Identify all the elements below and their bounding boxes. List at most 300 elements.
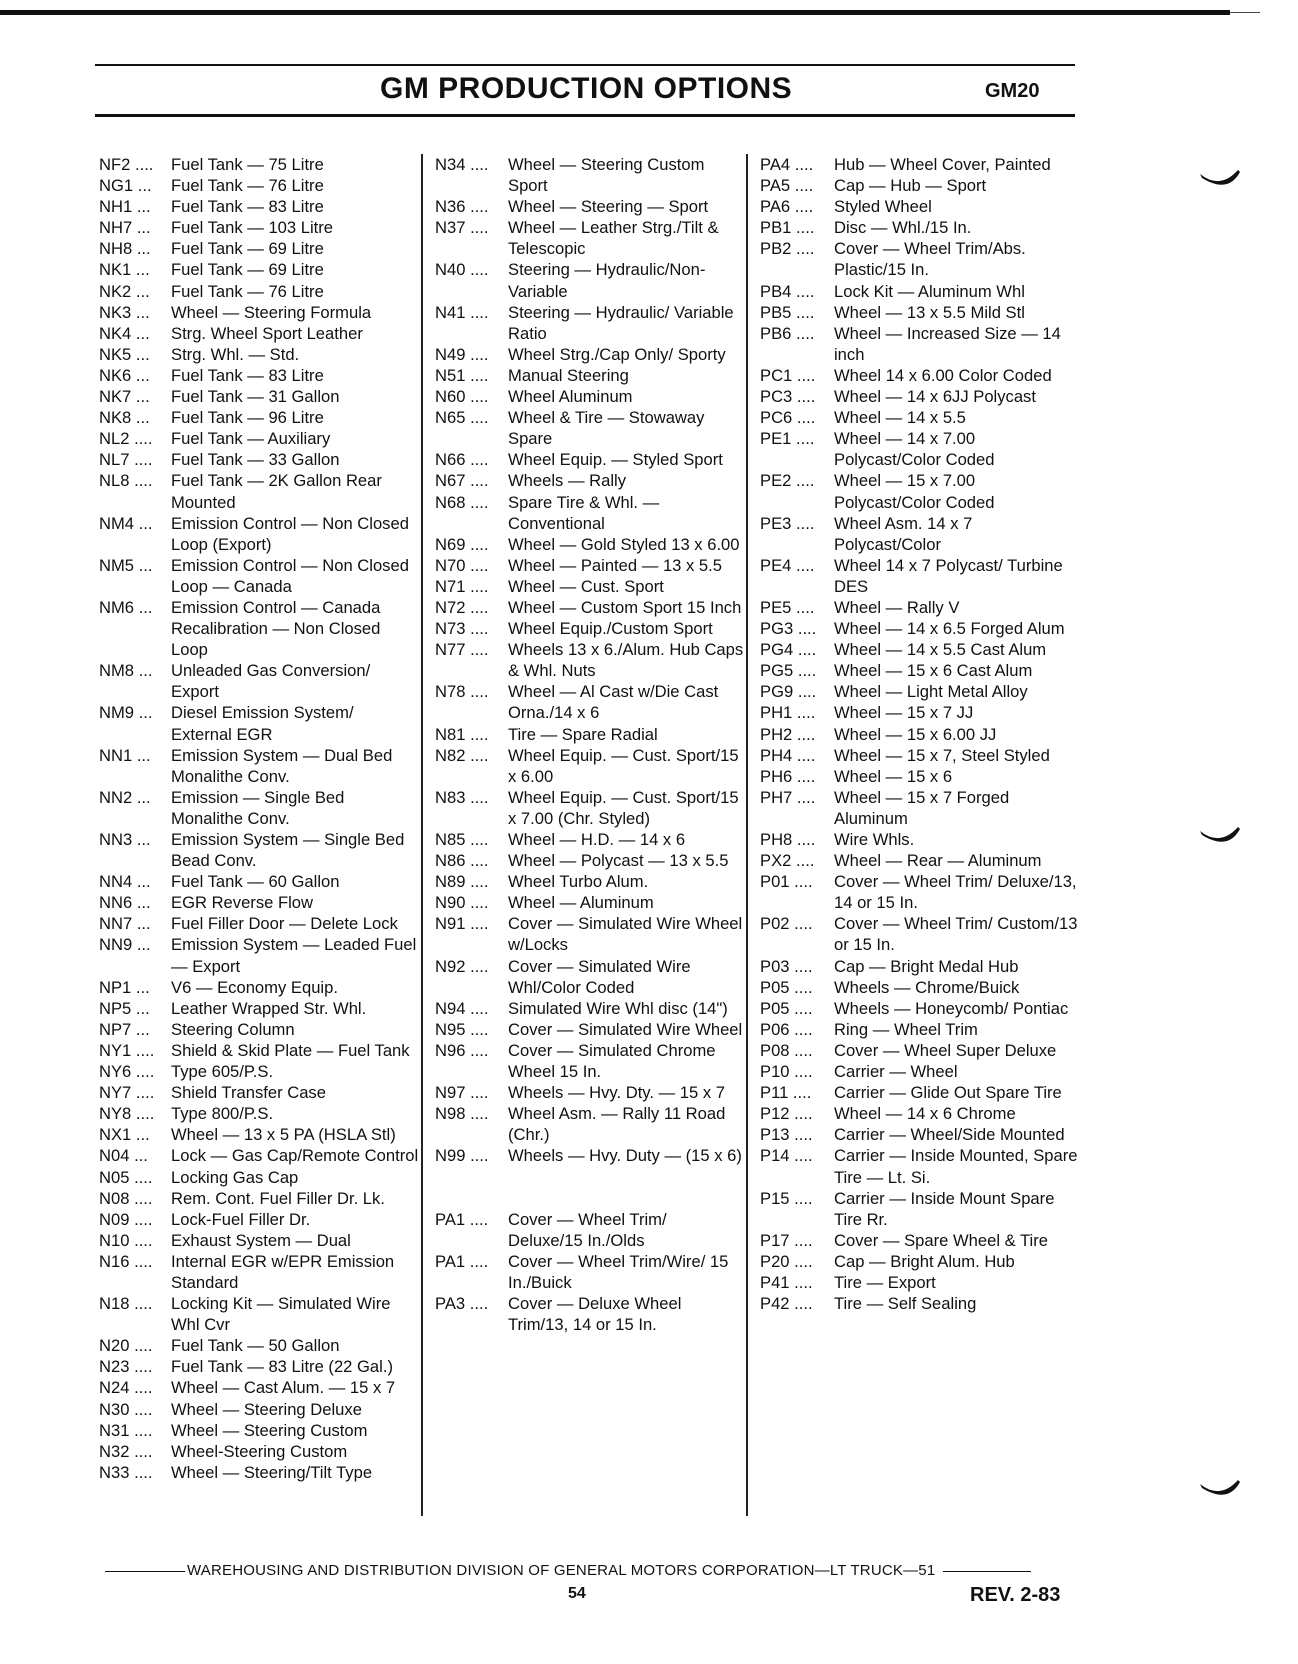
option-code: N34 [435,155,466,174]
option-code: PB2 [760,239,792,259]
option-code: PH6 [760,766,793,786]
binder-hole-mark [1198,1478,1242,1504]
option-description: Locking Gas Cap [171,1167,299,1187]
option-description: Tire — Export [834,1272,936,1292]
option-code-lead [760,1188,834,1230]
option-description: Rem. Cont. Fuel Filler Dr. Lk. [171,1188,385,1208]
page-number: 54 [568,1585,586,1602]
option-code-lead [435,1019,508,1040]
option-code: N09 [99,1209,130,1229]
option-code: N78 [435,682,466,702]
leader-dots: .... [792,745,816,765]
option-code: NL2 [99,429,130,449]
leader-dots: .... [793,682,817,702]
option-code: N40 [435,260,466,280]
leader-dots: ... [131,1019,150,1039]
leader-dots: .... [789,1125,813,1145]
option-description: Wheel — 14 x 6JJ Polycast [834,387,1036,407]
leader-dots: .... [129,1441,153,1461]
leader-dots: .... [465,597,489,617]
option-code: N92 [435,956,466,976]
leader-dots: .... [791,429,815,449]
option-entry [435,829,745,850]
page-title: GM PRODUCTION OPTIONS [380,72,793,105]
option-entry [99,1188,419,1209]
option-code: PG3 [760,619,794,639]
option-entry [435,555,745,576]
leader-dots: .... [788,1083,812,1103]
option-code: PG4 [760,640,794,660]
option-entry [435,787,745,829]
leader-dots: .... [789,956,813,976]
option-code: N97 [435,1083,466,1103]
leader-dots: ... [132,914,151,934]
leader-dots: .... [789,977,813,997]
option-entry [99,702,419,744]
option-description: Wheel — 13 x 5 PA (HSLA Stl) [171,1125,396,1145]
option-code: N08 [99,1188,130,1208]
option-description: Wheel — Steering — Sport [508,197,709,217]
option-entry [760,323,1080,365]
leader-dots: .... [131,1104,155,1124]
option-description: Tire — Self Sealing [834,1294,977,1314]
option-entry [760,1124,1080,1145]
option-description: Cap — Bright Medal Hub [834,956,1019,976]
option-entry [435,1103,745,1145]
option-code: NY7 [99,1083,132,1103]
option-entry [760,1082,1080,1103]
option-description: Wheel — 15 x 7 JJ [834,703,974,723]
option-entry [99,913,419,934]
option-description: Wheel — Leather Strg./Tilt & Telescopic [508,218,719,259]
option-code-lead [99,998,171,1019]
leader-dots: ... [132,218,151,238]
option-description: Fuel Tank — 75 Litre [171,155,324,174]
leader-dots: ... [134,597,153,617]
leader-dots: .... [791,471,815,491]
option-code-lead [99,344,171,365]
option-code: N33 [99,1462,130,1482]
option-entry [99,555,419,597]
option-code-lead [760,998,834,1019]
option-code-lead [435,259,508,301]
option-entry [99,344,419,365]
leader-dots: .... [789,1294,813,1314]
leader-dots: .... [792,724,816,744]
option-code-lead [99,660,171,702]
option-code: NM4 [99,513,135,533]
option-code: N41 [435,302,466,322]
option-code-lead [760,871,834,913]
binder-hole-mark [1198,168,1242,194]
option-entry [99,238,419,259]
option-entry [99,745,419,787]
leader-dots: ... [131,281,150,301]
option-description: Wheel — Cast Alum. — 15 x 7 [171,1378,396,1398]
option-code: N66 [435,450,466,470]
option-description: Wheels — Hvy. Duty — (15 x 6) [508,1146,742,1166]
option-code-lead [760,1082,834,1103]
option-entry [760,407,1080,428]
option-code-lead [435,217,508,259]
option-code: P02 [760,914,790,934]
leader-dots: .... [465,197,489,217]
option-description: Carrier — Wheel/Side Mounted [834,1125,1065,1145]
option-entry [760,850,1080,871]
leader-dots: .... [465,1209,489,1229]
option-description: Wheel Equip./Custom Sport [508,619,713,639]
option-entry [435,639,745,681]
option-code: NM6 [99,597,135,617]
option-entry [99,871,419,892]
option-entry [99,428,419,449]
option-code-lead [435,492,508,534]
option-description: Cover — Wheel Trim/ Deluxe/13, 14 or 15 In. [834,872,1077,913]
leader-dots: .... [129,1378,153,1398]
leader-dots: .... [789,1019,813,1039]
option-description: Simulated Wire Whl disc (14") [508,998,728,1018]
footer-line [105,1562,1065,1579]
leader-dots: .... [129,1357,153,1377]
option-description: Wheels — Hvy. Dty. — 15 x 7 [508,1083,725,1103]
option-code: PA6 [760,197,791,217]
option-entry [99,365,419,386]
options-column-2 [435,154,745,1335]
option-entry [99,1209,419,1230]
option-description: Strg. Whl. — Std. [171,344,300,364]
option-code-lead [760,1019,834,1040]
option-code-lead [99,449,171,470]
option-code-lead [99,1124,171,1145]
option-code-lead [99,934,171,976]
options-column-3 [760,154,1080,1314]
option-code-lead [99,196,171,217]
option-entry [760,956,1080,977]
option-entry [99,302,419,323]
leader-dots: .... [129,1167,153,1187]
footer-rule-right [943,1571,1031,1572]
option-code-lead [99,1040,171,1061]
option-code-lead [760,913,834,955]
option-description: Wheel — Steering Formula [171,302,372,322]
leader-dots: ... [131,387,150,407]
option-code: N30 [99,1399,130,1419]
option-entry [760,281,1080,302]
option-description: EGR Reverse Flow [171,893,314,913]
leader-dots: .... [790,155,814,174]
option-code-lead [99,892,171,913]
option-entry [760,1272,1080,1293]
leader-dots: .... [792,703,816,723]
option-entry [435,850,745,871]
leader-dots: .... [465,260,489,280]
option-entry [435,724,745,745]
leader-dots: .... [791,239,815,259]
option-code-lead [435,618,508,639]
option-code-lead [99,597,171,660]
option-code: P03 [760,956,790,976]
option-code-lead [435,681,508,723]
option-description: Wheel Strg./Cap Only/ Sporty [508,344,726,364]
option-entry [435,492,745,534]
option-entry [760,639,1080,660]
option-code-lead [760,281,834,302]
option-code-lead [760,597,834,618]
option-code: N98 [435,1104,466,1124]
option-code-lead [99,1061,171,1082]
option-description: Wheel — 14 x 6 Chrome [834,1104,1016,1124]
option-code: NY1 [99,1040,132,1060]
option-code-lead [99,1209,171,1230]
leader-dots: .... [789,872,813,892]
leader-dots: .... [789,1062,813,1082]
option-entry [99,1040,419,1061]
option-entry [99,407,419,428]
option-code-lead [99,407,171,428]
option-code: P06 [760,1019,790,1039]
option-code: P01 [760,872,790,892]
option-entry [760,1019,1080,1040]
option-code-lead [760,555,834,597]
leader-dots: .... [791,513,815,533]
leader-dots: .... [465,218,489,238]
option-code-lead [435,1251,508,1293]
option-code: N91 [435,914,466,934]
option-entry [435,302,745,344]
option-code-lead [435,576,508,597]
leader-dots: ... [134,513,153,533]
option-entry [435,470,745,491]
option-description: Wheel — Gold Styled 13 x 6.00 [508,534,740,554]
leader-dots: .... [131,1062,155,1082]
leader-dots: .... [791,555,815,575]
option-entry [760,238,1080,280]
leader-dots: .... [792,408,816,428]
option-code-lead [760,766,834,787]
option-code-lead [99,555,171,597]
option-entry [435,365,745,386]
option-entry [99,1293,419,1335]
option-entry [435,259,745,301]
leader-dots: .... [789,998,813,1018]
option-description: Diesel Emission System/ External EGR [171,703,354,744]
option-code: N23 [99,1357,130,1377]
leader-dots: .... [465,1104,489,1124]
leader-dots: .... [465,745,489,765]
option-code-lead [99,154,171,175]
leader-dots: .... [465,1083,489,1103]
option-code-lead [760,196,834,217]
leader-dots: .... [131,1083,155,1103]
leader-dots: .... [789,1272,813,1292]
option-description: Wheel — 15 x 7.00 Polycast/Color Coded [834,471,995,512]
option-code-lead [99,1441,171,1462]
option-code: PA5 [760,176,791,196]
option-entry [760,513,1080,555]
option-entry [435,1251,745,1293]
option-description: Wheel — 15 x 6 Cast Alum [834,661,1033,681]
option-entry [435,745,745,787]
option-description: Emission System — Single Bed Bead Conv. [171,830,405,871]
option-entry [99,449,419,470]
leader-dots: .... [789,1040,813,1060]
top-rule [0,10,1230,15]
option-description: Tire — Spare Radial [508,724,658,744]
leader-dots: .... [465,893,489,913]
option-description: Unleaded Gas Conversion/ Export [171,661,371,702]
option-entry [760,998,1080,1019]
leader-dots: .... [465,1146,489,1166]
leader-dots: .... [465,787,489,807]
option-code: N96 [435,1040,466,1060]
option-description: Wheel — Painted — 13 x 5.5 [508,555,722,575]
option-code: PC1 [760,365,793,385]
option-entry [435,913,745,955]
option-description: Ring — Wheel Trim [834,1019,978,1039]
option-entry [435,1145,745,1166]
option-code-lead [760,745,834,766]
option-entry [760,724,1080,745]
leader-dots: ... [131,408,150,428]
option-entry [435,217,745,259]
option-code: PC3 [760,387,793,407]
option-code-lead [99,1377,171,1398]
option-description: Wheel — 14 x 5.5 Cast Alum [834,640,1047,660]
option-description: Carrier — Wheel [834,1062,958,1082]
option-description: Wheel 14 x 6.00 Color Coded [834,365,1052,385]
option-code-lead [760,407,834,428]
option-code-lead [99,1019,171,1040]
option-description: Cover — Wheel Trim/ Custom/13 or 15 In. [834,914,1078,955]
option-code: N94 [435,998,466,1018]
leader-dots: .... [129,1230,153,1250]
option-description: Wire Whls. [834,830,915,849]
option-description: Exhaust System — Dual [171,1230,351,1250]
option-code: NL7 [99,450,130,470]
option-description: Wheel Asm. — Rally 11 Road (Chr.) [508,1104,726,1145]
leader-dots: .... [129,429,153,449]
option-entry [99,217,419,238]
option-code: P42 [760,1294,790,1314]
option-code-lead [435,386,508,407]
option-description: Wheels — Rally [508,471,627,491]
option-code: P05 [760,977,790,997]
option-entry [760,1145,1080,1187]
option-entry [760,597,1080,618]
option-code-lead [435,956,508,998]
revision-label: REV. 2-83 [970,1584,1061,1606]
leader-dots: .... [129,1462,153,1482]
option-description: Wheel — Steering/Tilt Type [171,1462,373,1482]
option-code-lead [435,913,508,955]
option-entry [760,1061,1080,1082]
option-entry [99,1462,419,1483]
option-code-lead [760,1103,834,1124]
option-entry [99,934,419,976]
option-code: N99 [435,1146,466,1166]
option-code-lead [760,1251,834,1272]
option-description: Fuel Tank — 83 Litre [171,365,324,385]
option-code: N31 [99,1420,130,1440]
option-code-lead [760,175,834,196]
option-entry [760,154,1080,175]
option-code-lead [760,513,834,555]
option-code-lead [435,302,508,344]
option-code-lead [760,217,834,238]
footer-text: WAREHOUSING AND DISTRIBUTION DIVISION OF GENERAL MOTORS CORPORATION—LT TRUCK—51 [187,1562,936,1579]
option-code-lead [435,196,508,217]
leader-dots: .... [131,1040,155,1060]
option-description: Fuel Tank — 83 Litre [171,197,324,217]
option-entry [435,956,745,998]
option-code: N70 [435,555,466,575]
leader-dots: .... [789,1230,813,1250]
option-code-lead [760,681,834,702]
option-code-lead [760,386,834,407]
column-divider [421,154,423,1516]
option-code: PE5 [760,597,792,617]
option-code-lead [435,745,508,787]
option-code: P12 [760,1104,790,1124]
option-description: Shield Transfer Case [171,1083,326,1103]
leader-dots: .... [465,302,489,322]
option-entry [435,534,745,555]
option-description: Wheel Aluminum [508,387,633,407]
option-code-lead [760,1040,834,1061]
option-description: Wheel — 14 x 5.5 [834,408,966,428]
option-code: PE2 [760,471,792,491]
leader-dots: .... [130,155,154,174]
option-entry [435,1082,745,1103]
option-entry [99,1145,419,1166]
option-entry [99,1167,419,1188]
leader-dots: .... [465,471,489,491]
leader-dots: .... [792,830,816,849]
option-entry [99,1441,419,1462]
option-description: Strg. Wheel Sport Leather [171,323,363,343]
option-entry [760,702,1080,723]
option-entry [99,196,419,217]
options-column-1 [99,154,419,1483]
leader-dots: ... [132,872,151,892]
option-code-lead [435,724,508,745]
option-code: N83 [435,787,466,807]
footer-rule-left [105,1571,185,1572]
leader-dots: .... [791,302,815,322]
option-description: Lock Kit — Aluminum Whl [834,281,1025,301]
option-description: Cover — Wheel Super Deluxe [834,1040,1057,1060]
option-code: NN3 [99,830,133,849]
option-code: N24 [99,1378,130,1398]
leader-dots: ... [129,1146,148,1166]
option-entry [435,576,745,597]
option-code: N73 [435,619,466,639]
option-entry [99,1335,419,1356]
option-code-lead [99,1230,171,1251]
option-description: Styled Wheel [834,197,932,217]
leader-dots: .... [465,830,489,849]
leader-dots: .... [789,1104,813,1124]
option-code-lead [99,1103,171,1124]
option-entry [760,1230,1080,1251]
option-entry [99,513,419,555]
option-description: Wheel & Tire — Stowaway Spare [508,408,705,449]
option-code: P14 [760,1146,790,1166]
option-code: PH2 [760,724,793,744]
option-description: Leather Wrapped Str. Whl. [171,998,367,1018]
option-entry [760,365,1080,386]
option-entry [99,1103,419,1124]
